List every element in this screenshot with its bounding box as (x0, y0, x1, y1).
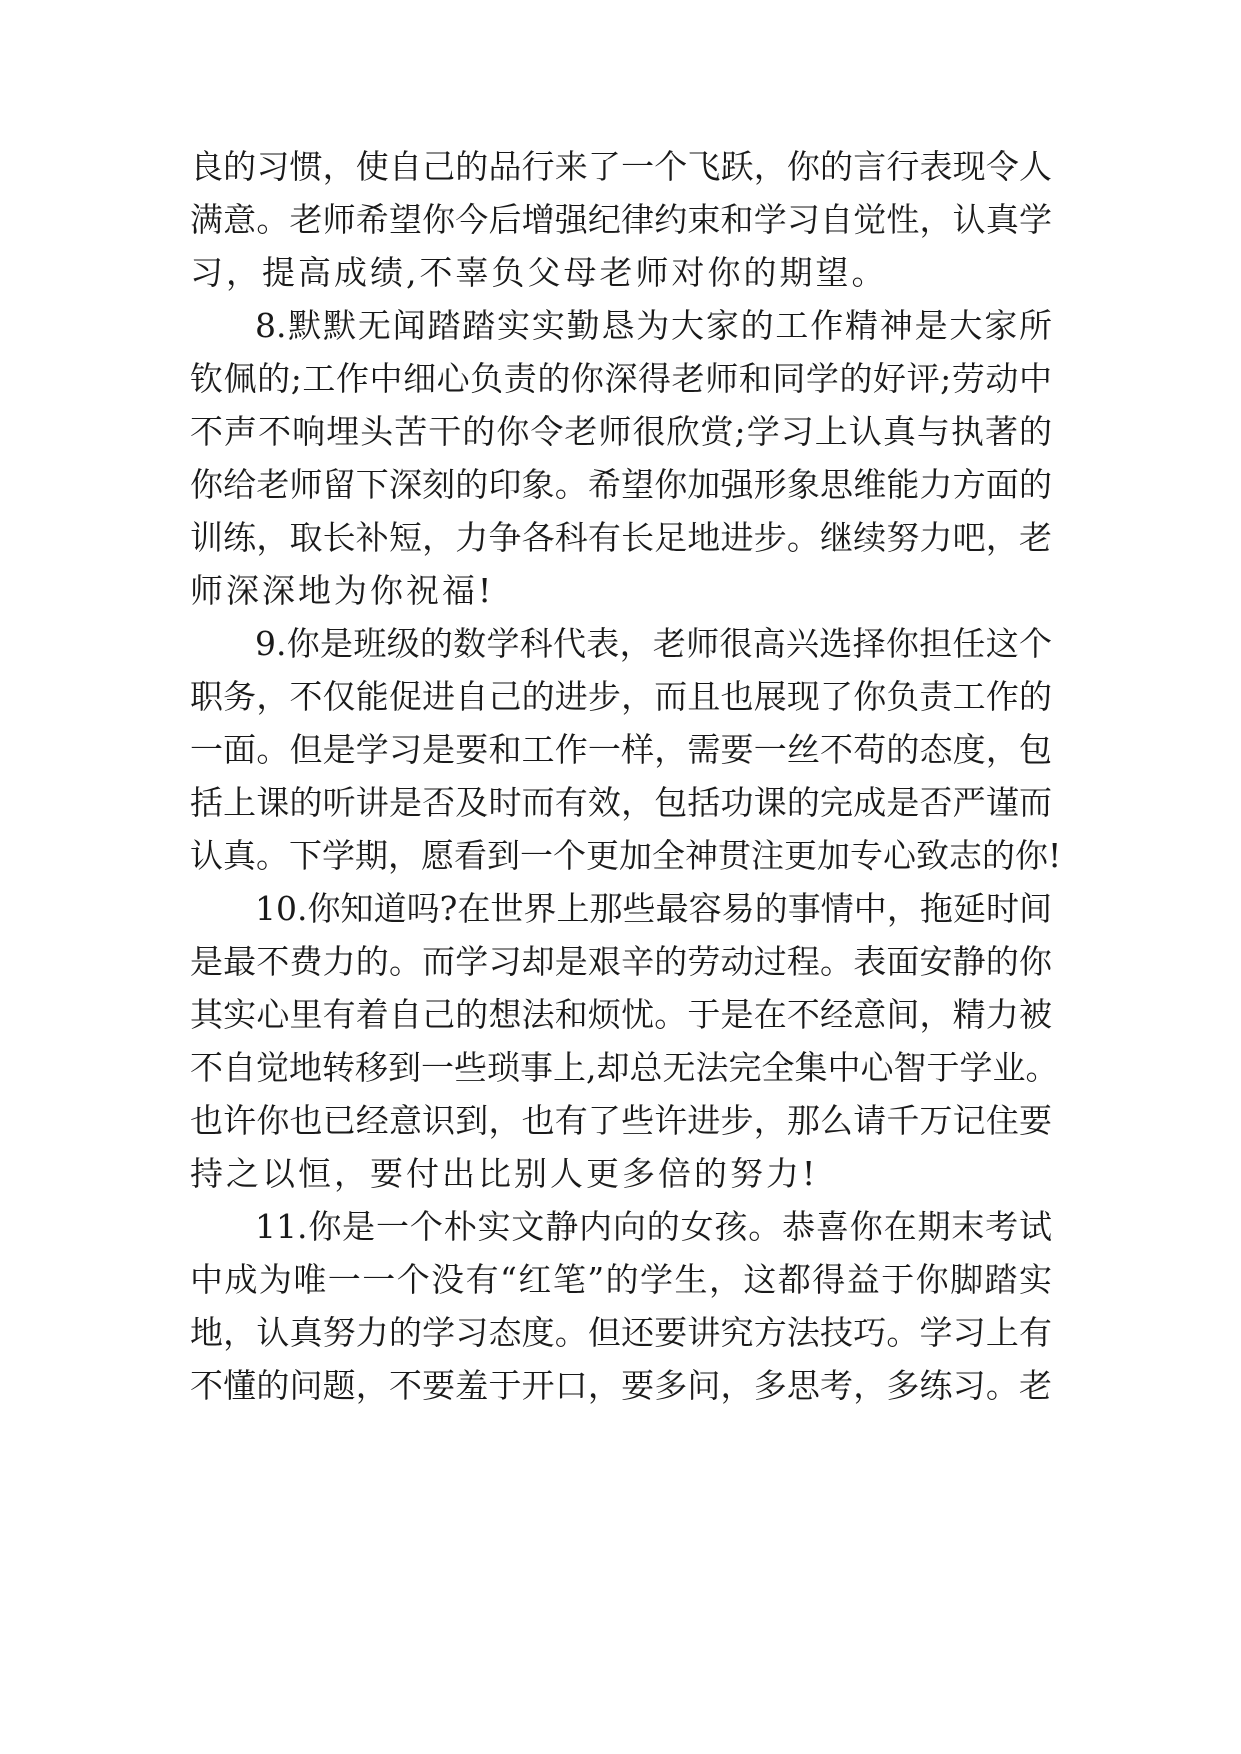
text-line: 一面。但是学习是要和工作一样，需要一丝不苟的态度，包 (190, 730, 1052, 769)
text-line: 训练，取长补短，力争各科有长足地进步。继续努力吧，老 (190, 518, 1052, 557)
text-line: 也许你也已经意识到，也有了些许进步，那么请千万记住要 (190, 1101, 1052, 1140)
text-line: 中成为唯一一个没有“红笔”的学生，这都得益于你脚踏实 (190, 1260, 1052, 1299)
text-line: 地，认真努力的学习态度。但还要讲究方法技巧。学习上有 (190, 1313, 1052, 1352)
text-line: 良的习惯，使自己的品行来了一个飞跃，你的言行表现令人 (190, 147, 1052, 186)
text-line: 认真。下学期，愿看到一个更加全神贯注更加专心致志的你! (190, 836, 1062, 875)
text-line: 你给老师留下深刻的印象。希望你加强形象思维能力方面的 (190, 465, 1052, 504)
text-line: 是最不费力的。而学习却是艰辛的劳动过程。表面安静的你 (190, 942, 1052, 981)
text-line: 师深深地为你祝福! (190, 571, 495, 610)
paragraph-start-9: 9.你是班级的数学科代表，老师很高兴选择你担任这个 (255, 624, 1052, 663)
text-line: 习，提高成绩,不辜负父母老师对你的期望。 (190, 253, 888, 292)
text-line: 职务，不仅能促进自己的进步，而且也展现了你负责工作的 (190, 677, 1052, 716)
paragraph-start-11: 11.你是一个朴实文静内向的女孩。恭喜你在期末考试 (255, 1207, 1052, 1246)
text-line: 持之以恒，要付出比别人更多倍的努力! (190, 1154, 819, 1193)
paragraph-start-8: 8.默默无闻踏踏实实勤恳为大家的工作精神是大家所 (255, 306, 1052, 345)
paragraph-start-10: 10.你知道吗?在世界上那些最容易的事情中，拖延时间 (255, 889, 1052, 928)
text-line: 不自觉地转移到一些琐事上,却总无法完全集中心智于学业。 (190, 1048, 1059, 1087)
text-line: 不懂的问题，不要羞于开口，要多问，多思考，多练习。老 (190, 1366, 1052, 1405)
text-line: 括上课的听讲是否及时而有效，包括功课的完成是否严谨而 (190, 783, 1052, 822)
text-line: 不声不响埋头苦干的你令老师很欣赏;学习上认真与执著的 (190, 412, 1052, 451)
text-line: 钦佩的;工作中细心负责的你深得老师和同学的好评;劳动中 (190, 359, 1052, 398)
text-line: 其实心里有着自己的想法和烦忧。于是在不经意间，精力被 (190, 995, 1052, 1034)
text-line: 满意。老师希望你今后增强纪律约束和学习自觉性，认真学 (190, 200, 1052, 239)
